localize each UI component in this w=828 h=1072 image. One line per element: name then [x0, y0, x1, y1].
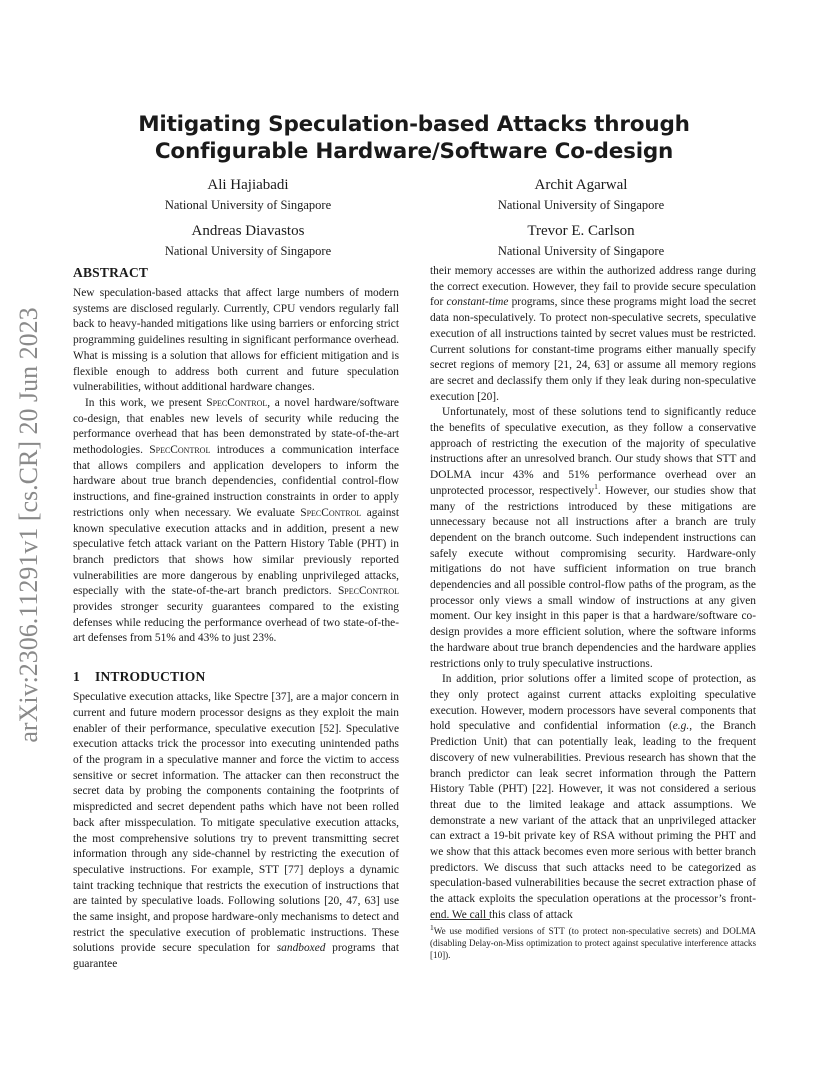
system-name: SpecControl [206, 396, 268, 409]
footnote [430, 922, 756, 961]
system-name: SpecControl [337, 585, 399, 598]
emphasis: sandboxed [276, 942, 326, 955]
body-paragraph: their memory accesses are within the authorized address range during the correct execution. However, they fail to provide secure speculation for constant-time programs, since these programs might load the secret data non-speculatively. To protect non-speculative secrets, speculative execution of all instructions tainted by secret values must be restricted. Current solutions for constant-time programs either manually specify secret regions of memory [21, 24, 63] or assume all memory regions are secret and declassify them only if they leak during non-speculative execution [20]. [430, 265, 756, 403]
footnote-text: We use modified versions of STT (to protect non-speculative secrets) and DOLMA (disabling Delay-on-Miss optimization to protect against speculative interference attacks [10]). [430, 926, 756, 960]
footnote-rule [430, 919, 490, 920]
footnote-mark: 1 [594, 482, 598, 492]
author-name: Ali Hajiabadi [207, 177, 289, 193]
emphasis: constant-time [446, 296, 509, 309]
footnote-mark: 1 [430, 922, 434, 932]
author-block [431, 176, 731, 213]
arxiv-identifier: arXiv:2306.11291v1 [cs.CR] 20 Jun 2023 [14, 307, 43, 743]
author-name: Trevor E. Carlson [527, 223, 635, 239]
system-name: SpecControl [300, 506, 362, 519]
abstract-paragraph: New speculation-based attacks that affect large numbers of modern systems are disclosed regularly. Currently, CPU vendors regularly fall back to heavy-handed mitigations like using barriers or enforcing strict programming guidelines resulting in significant performance overhead. What is missing is a solution that allows for efficient mitigation and is flexible enough to address both current and future speculation vulnerabilities, without additional hardware changes. [73, 287, 399, 394]
author-name: Archit Agarwal [534, 177, 628, 193]
introduction-heading [73, 668, 399, 686]
body-paragraph: In addition, prior solutions offer a limited scope of protection, as they only protect against current attacks exploiting speculative execution. However, modern processors have several components that hold speculative and confidential information (e.g., the Branch Prediction Unit) that can potentially leak, leading to the frequent discovery of new vulnerabilities. Previous research has shown that the branch predictor can leak secret information through the Pattern History Table (PHT) [22]. However, it was not considered a serious threat due to the limited leakage and attack assumptions. We demonstrate a new variant of the attack that an unprivileged attacker can extract a 19-bit private key of RSA without priming the PHT and we show that this attack becomes even more serious with better branch predictors. We discuss that such attacks need to be categorized as speculation-based vulnerabilities because the secret extraction phase of the attack exploits the speculation operations at the processor’s front-end. We call this class of attack [430, 673, 756, 921]
author-name: Andreas Diavastos [191, 223, 305, 239]
system-name: SpecControl [149, 444, 211, 457]
body-paragraph: Speculative execution attacks, like Spectre [37], are a major concern in current and future modern processor designs as they exploit the main enabler of their performance, speculative execution [52]. Speculative execution attacks trick the processor into executing unintended paths of the program in a speculative manner and force the victim to access sensitive or secret information. The attacker can then reconstruct the secret data by probing the components containing the footprints of mispredicted and secret dependent paths which have not been rolled back after misspeculation. To mitigate speculative execution attacks, the most comprehensive solutions try to prevent transmitting secret information through any side-channel by restricting the execution of speculative instructions. For example, STT [77] deploys a dynamic taint tracking technique that restricts the execution of instructions that are tainted by speculative loads. Following solutions [20, 47, 63] use the same insight, and propose hardware-only mechanisms to detect and restrict the speculative execution of problematic instructions. These solutions provide secure speculation for sandboxed programs that guarantee [73, 691, 399, 971]
author-affiliation: National University of Singapore [164, 244, 332, 258]
section-title: INTRODUCTION [95, 669, 206, 685]
body-paragraph: Unfortunately, most of these solutions tend to significantly reduce the benefits of speculative execution, as they follow a conservative approach of restricting the execution of the majority of speculative instructions after an unresolved branch. Our study shows that STT and DOLMA incur 43% and 51% performance overhead over an unprotected processor, respectively$^1$. However, our studies show that many of the restrictions introduced by these mitigations are unnecessary because not all instructions after a branch are truly dependent on the branch outcome. Such independent instructions can safely execute without compromising security. Hardware-only mitigations do not have sufficient information on true branch dependencies and all possible control-flow paths of the program, as the processor only views a small window of instructions at any given moment. Our key insight in this paper is that a hardware/software co-design provides a more efficient solution, where the software informs the hardware about true branch dependencies and the hardware applies restrictions only to truly speculative instructions. [430, 406, 757, 670]
section-number: 1 [73, 669, 80, 685]
author-block [431, 222, 731, 259]
paper-title: Mitigating Speculation-based Attacks through Configurable Hardware/Software Co-design [138, 112, 690, 164]
author-affiliation: National University of Singapore [497, 198, 665, 212]
emphasis: e.g. [672, 720, 690, 733]
abstract-heading: ABSTRACT [73, 265, 149, 280]
arxiv-sidebar [14, 290, 44, 760]
author-affiliation: National University of Singapore [164, 198, 332, 212]
author-block [98, 176, 398, 213]
right-column [430, 264, 756, 924]
author-affiliation: National University of Singapore [497, 244, 665, 258]
left-column [73, 264, 399, 973]
abstract-paragraph: In this work, we present SpecControl, a novel hardware/software co-design, that enables new levels of security while reducing the performance overhead that has been demonstrated by state-of-the-art methodologies. SpecControl introduces a communication interface that allows compilers and application developers to inform the hardware about true branch dependencies, confidential control-flow instructions, and fine-grained instruction constraints in order to apply restrictions only when necessary. We evaluate SpecControl against known speculative execution attacks and in addition, present a new speculative fetch attack variant on the Pattern History Table (PHT) in branch predictors that shows how similar previously reported vulnerabilities are more dangerous by enabling unprivileged attacks, especially with the state-of-the-art branch predictors. SpecControl provides stronger security guarantees compared to the existing defenses while reducing the performance overhead of two state-of-the-art defenses from 51% and 43% to just 23%. [73, 396, 400, 645]
author-block [98, 222, 398, 259]
